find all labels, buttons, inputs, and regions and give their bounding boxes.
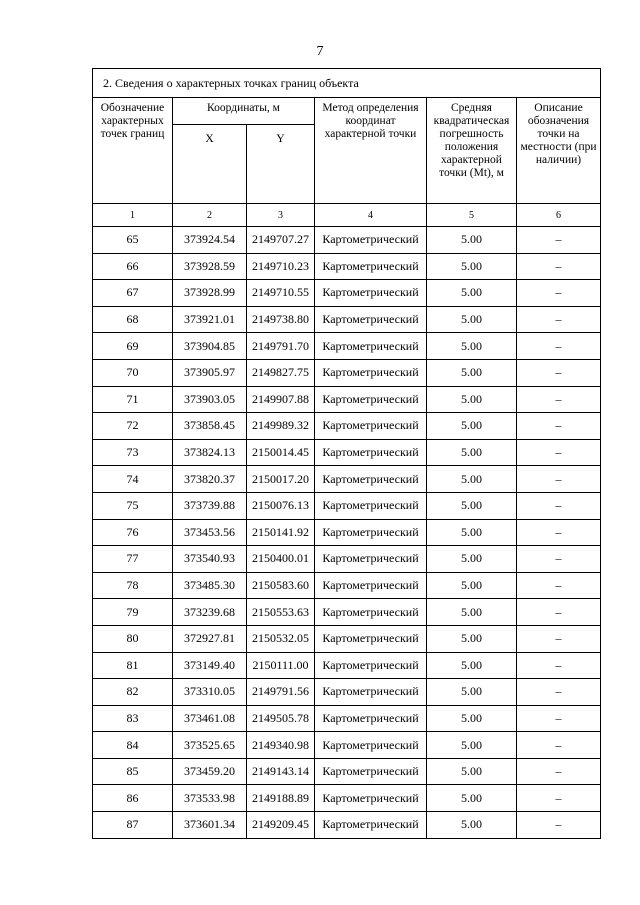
table-row [93,599,601,626]
x-coordinate-cell: 373858.45 [173,413,247,440]
y-coordinate-cell: 2150014.45 [247,439,315,466]
description-cell: – [517,812,601,839]
method-cell: Картометрический [315,333,427,360]
x-coordinate-cell: 372927.81 [173,625,247,652]
points-body [93,227,601,839]
error-cell: 5.00 [427,466,517,493]
description-cell: – [517,359,601,386]
error-cell: 5.00 [427,359,517,386]
method-cell: Картометрический [315,466,427,493]
description-cell: – [517,413,601,440]
x-coordinate-cell: 373149.40 [173,652,247,679]
point-number-cell: 74 [93,466,173,493]
error-cell: 5.00 [427,812,517,839]
method-cell: Картометрический [315,546,427,573]
method-cell: Картометрический [315,785,427,812]
method-cell: Картометрический [315,413,427,440]
x-coordinate-cell: 373461.08 [173,705,247,732]
error-cell: 5.00 [427,546,517,573]
point-number-cell: 83 [93,705,173,732]
table-row [93,652,601,679]
x-coordinate-cell: 373904.85 [173,333,247,360]
point-number-cell: 79 [93,599,173,626]
header-error: Средняя квадратическая погрешность положения характерной точки (Mt), м [427,98,517,204]
error-cell: 5.00 [427,572,517,599]
column-number: 2 [173,204,247,227]
column-number: 5 [427,204,517,227]
description-cell: – [517,492,601,519]
x-coordinate-cell: 373820.37 [173,466,247,493]
y-coordinate-cell: 2149707.27 [247,227,315,254]
page-number: 7 [316,44,324,59]
y-coordinate-cell: 2150141.92 [247,519,315,546]
error-cell: 5.00 [427,386,517,413]
table-row [93,679,601,706]
method-cell: Картометрический [315,732,427,759]
column-number: 3 [247,204,315,227]
table-row [93,546,601,573]
table-row [93,758,601,785]
table-row [93,253,601,280]
error-cell: 5.00 [427,758,517,785]
x-coordinate-cell: 373239.68 [173,599,247,626]
table-row [93,812,601,839]
point-number-cell: 71 [93,386,173,413]
error-cell: 5.00 [427,492,517,519]
y-coordinate-cell: 2149340.98 [247,732,315,759]
method-cell: Картометрический [315,812,427,839]
method-cell: Картометрический [315,519,427,546]
table-row [93,333,601,360]
method-cell: Картометрический [315,599,427,626]
point-number-cell: 75 [93,492,173,519]
x-coordinate-cell: 373459.20 [173,758,247,785]
description-cell: – [517,333,601,360]
x-coordinate-cell: 373924.54 [173,227,247,254]
point-number-cell: 84 [93,732,173,759]
y-coordinate-cell: 2149188.89 [247,785,315,812]
table-row [93,705,601,732]
error-cell: 5.00 [427,253,517,280]
point-number-cell: 78 [93,572,173,599]
table-row [93,386,601,413]
x-coordinate-cell: 373453.56 [173,519,247,546]
error-cell: 5.00 [427,439,517,466]
method-cell: Картометрический [315,625,427,652]
y-coordinate-cell: 2149791.70 [247,333,315,360]
x-coordinate-cell: 373601.34 [173,812,247,839]
point-number-cell: 68 [93,306,173,333]
y-coordinate-cell: 2149791.56 [247,679,315,706]
x-coordinate-cell: 373928.99 [173,280,247,307]
description-cell: – [517,386,601,413]
method-cell: Картометрический [315,359,427,386]
method-cell: Картометрический [315,572,427,599]
y-coordinate-cell: 2150400.01 [247,546,315,573]
column-number: 6 [517,204,601,227]
method-cell: Картометрический [315,439,427,466]
description-cell: – [517,679,601,706]
point-number-cell: 85 [93,758,173,785]
point-number-cell: 80 [93,625,173,652]
y-coordinate-cell: 2149143.14 [247,758,315,785]
method-cell: Картометрический [315,306,427,333]
boundary-points-table [92,68,601,839]
table-row [93,439,601,466]
header-description: Описание обозначения точки на местности (при наличии) [517,98,601,204]
y-coordinate-cell: 2149907.88 [247,386,315,413]
y-coordinate-cell: 2149710.23 [247,253,315,280]
method-cell: Картометрический [315,280,427,307]
method-cell: Картометрический [315,652,427,679]
description-cell: – [517,306,601,333]
x-coordinate-cell: 373310.05 [173,679,247,706]
error-cell: 5.00 [427,785,517,812]
y-coordinate-cell: 2149505.78 [247,705,315,732]
table-row [93,466,601,493]
method-cell: Картометрический [315,758,427,785]
method-cell: Картометрический [315,253,427,280]
method-cell: Картометрический [315,227,427,254]
error-cell: 5.00 [427,625,517,652]
y-coordinate-cell: 2149710.55 [247,280,315,307]
method-cell: Картометрический [315,679,427,706]
x-coordinate-cell: 373533.98 [173,785,247,812]
table-row [93,413,601,440]
y-coordinate-cell: 2150017.20 [247,466,315,493]
description-cell: – [517,705,601,732]
x-coordinate-cell: 373485.30 [173,572,247,599]
error-cell: 5.00 [427,280,517,307]
description-cell: – [517,652,601,679]
point-number-cell: 65 [93,227,173,254]
point-number-cell: 77 [93,546,173,573]
description-cell: – [517,253,601,280]
table-row [93,359,601,386]
description-cell: – [517,599,601,626]
section-title: 2. Сведения о характерных точках границ объекта [93,69,601,98]
y-coordinate-cell: 2149827.75 [247,359,315,386]
method-cell: Картометрический [315,386,427,413]
error-cell: 5.00 [427,413,517,440]
error-cell: 5.00 [427,333,517,360]
description-cell: – [517,439,601,466]
description-cell: – [517,758,601,785]
description-cell: – [517,572,601,599]
y-coordinate-cell: 2150076.13 [247,492,315,519]
description-cell: – [517,732,601,759]
y-coordinate-cell: 2150553.63 [247,599,315,626]
x-coordinate-cell: 373921.01 [173,306,247,333]
error-cell: 5.00 [427,652,517,679]
point-number-cell: 73 [93,439,173,466]
description-cell: – [517,519,601,546]
point-number-cell: 70 [93,359,173,386]
table-row [93,572,601,599]
point-number-cell: 72 [93,413,173,440]
y-coordinate-cell: 2149989.32 [247,413,315,440]
error-cell: 5.00 [427,679,517,706]
x-coordinate-cell: 373905.97 [173,359,247,386]
error-cell: 5.00 [427,306,517,333]
error-cell: 5.00 [427,519,517,546]
table-row [93,492,601,519]
table-row [93,625,601,652]
column-number: 1 [93,204,173,227]
header-x: X [173,125,247,204]
y-coordinate-cell: 2149738.80 [247,306,315,333]
error-cell: 5.00 [427,732,517,759]
description-cell: – [517,280,601,307]
table-row [93,785,601,812]
method-cell: Картометрический [315,492,427,519]
point-number-cell: 86 [93,785,173,812]
header-y: Y [247,125,315,204]
table-row [93,732,601,759]
x-coordinate-cell: 373525.65 [173,732,247,759]
x-coordinate-cell: 373739.88 [173,492,247,519]
description-cell: – [517,227,601,254]
description-cell: – [517,785,601,812]
error-cell: 5.00 [427,705,517,732]
error-cell: 5.00 [427,227,517,254]
description-cell: – [517,466,601,493]
column-numbers-row [93,204,601,227]
point-number-cell: 87 [93,812,173,839]
point-number-cell: 67 [93,280,173,307]
y-coordinate-cell: 2149209.45 [247,812,315,839]
column-number: 4 [315,204,427,227]
point-number-cell: 76 [93,519,173,546]
table-row [93,306,601,333]
point-number-cell: 81 [93,652,173,679]
table-row [93,519,601,546]
description-cell: – [517,546,601,573]
x-coordinate-cell: 373928.59 [173,253,247,280]
x-coordinate-cell: 373903.05 [173,386,247,413]
y-coordinate-cell: 2150111.00 [247,652,315,679]
method-cell: Картометрический [315,705,427,732]
table-row [93,280,601,307]
table-row [93,227,601,254]
y-coordinate-cell: 2150583.60 [247,572,315,599]
y-coordinate-cell: 2150532.05 [247,625,315,652]
point-number-cell: 66 [93,253,173,280]
header-method: Метод определения координат характерной точки [315,98,427,204]
header-point: Обозначение характерных точек границ [93,98,173,204]
point-number-cell: 69 [93,333,173,360]
point-number-cell: 82 [93,679,173,706]
description-cell: – [517,625,601,652]
x-coordinate-cell: 373540.93 [173,546,247,573]
x-coordinate-cell: 373824.13 [173,439,247,466]
header-coords: Координаты, м [173,98,315,125]
error-cell: 5.00 [427,599,517,626]
